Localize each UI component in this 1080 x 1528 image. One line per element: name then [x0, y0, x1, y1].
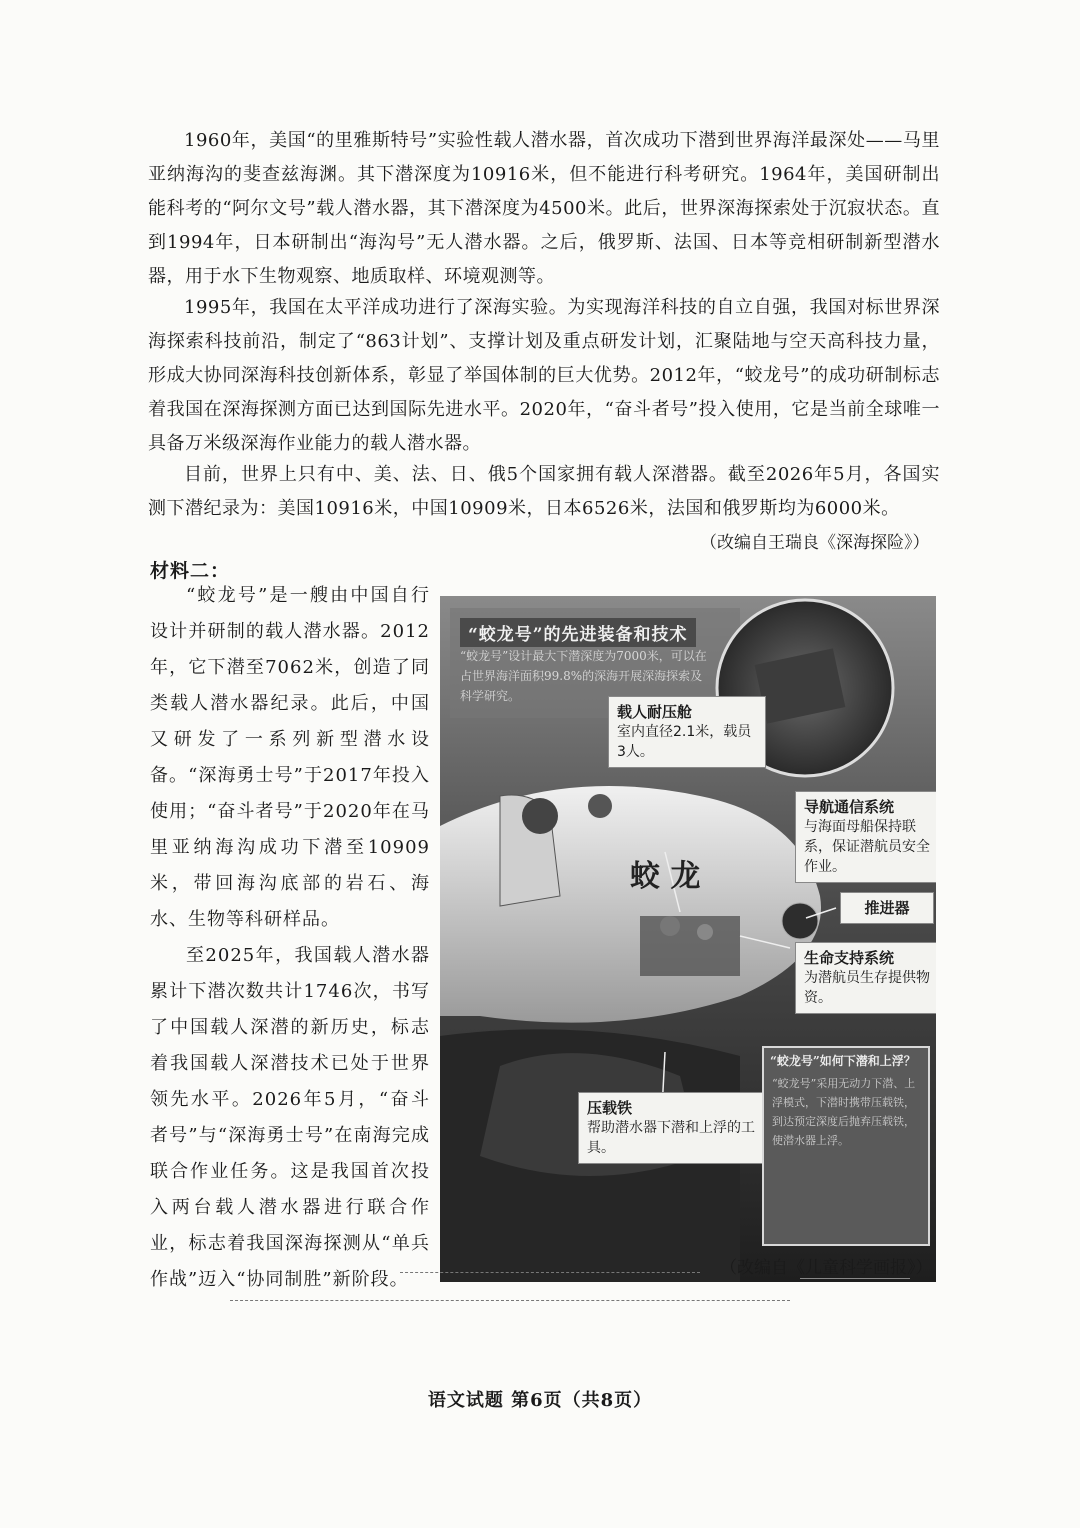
- material-two-heading: 材料二：: [150, 560, 231, 582]
- label-life-support-title: 生命支持系统: [804, 949, 895, 967]
- material-one-source: （改编自王瑞良《深海探险》）: [700, 533, 930, 553]
- dive-inset-panel: [762, 1046, 930, 1246]
- label-navigation-text: 与海面母船保持联系，保证潜航员安全作业。: [804, 819, 930, 875]
- material-two-paragraph-1: “蛟龙号”是一艘由中国自行设计并研制的载人潜水器。2012年，它下潜至7062米，创造了同类载人潜水器纪录。此后，中国又研发了一系列新型潜水设备。“深海勇士号”于2017年投入使用；“奋斗者号”于2020年在马里亚纳海沟成功下潜至10909米，带回海沟底部的岩石、海水、生物等科研样品。: [150, 585, 430, 930]
- submersible-figure: [440, 596, 936, 1282]
- label-pressure-cabin-text: 室内直径2.1米，载员3人。: [617, 724, 752, 760]
- material-one-paragraph-3: 目前，世界上只有中、美、法、日、俄5个国家拥有载人深潜器。截至2026年5月，各国实测下潜纪录为：美国10916米，中国10909米，日本6526米，法国和俄罗斯均为6000米。: [148, 464, 940, 519]
- label-navigation-title: 导航通信系统: [804, 798, 895, 816]
- inset-title: “蛟龙号”如何下潜和上浮？: [770, 1054, 916, 1068]
- divider-line: [400, 1272, 700, 1273]
- material-one-paragraph-1: 1960年，美国“的里雅斯特号”实验性载人潜水器，首次成功下潜到世界海洋最深处——马里亚纳海沟的斐查兹海渊。其下潜深度为10916米，但不能进行科考研究。1964年，美国研制出能科考的“阿尔文号”载人潜水器，其下潜深度为4500米。此后，世界深海探索处于沉寂状态。直到1994年，日本研制出“海沟号”无人潜水器。之后，俄罗斯、法国、日本等竞相研制新型潜水器，用于水下生物观察、地质取样、环境观测等。: [148, 130, 940, 287]
- label-pressure-cabin: [608, 696, 766, 768]
- inset-text: “蛟龙号”采用无动力下潜、上浮模式，下潜时携带压载铁，到达预定深度后抛弃压载铁，使潜水器上浮。: [772, 1077, 916, 1147]
- divider-line: [230, 1300, 790, 1301]
- label-pressure-cabin-title: 载人耐压舱: [617, 703, 693, 721]
- label-ballast-text: 帮助潜水器下潜和上浮的工具。: [587, 1120, 755, 1156]
- material-two-source: （改编自《儿童科学画报》）: [720, 1258, 933, 1278]
- figure-title: “蛟龙号”的先进装备和技术: [460, 618, 696, 647]
- page-footer: 语文试题 第6页（共8页）: [427, 1390, 653, 1411]
- label-ballast-title: 压载铁: [587, 1099, 633, 1117]
- material-two-paragraph-2: 至2025年，我国载人潜水器累计下潜次数共计1746次，书写了中国载人深潜的新历史，标志着我国载人深潜技术已处于世界领先水平。2026年5月，“奋斗者号”与“深海勇士号”在南海完成联合作业任务。这是我国首次投入两台载人潜水器进行联合作业，标志着我国深海探测从“单兵作战”迈入“协同制胜”新阶段。: [150, 945, 430, 1290]
- divider-line: [800, 1278, 910, 1279]
- label-life-support-text: 为潜航员生存提供物资。: [804, 970, 930, 1006]
- hull-name-text: 蛟 龙: [630, 859, 701, 894]
- figure-description: “蛟龙号”设计最大下潜深度为7000米，可以在占世界海洋面积99.8%的深海开展深海探索及科学研究。: [460, 649, 707, 703]
- label-ballast-iron: [578, 1092, 766, 1164]
- label-life-support: [795, 942, 936, 1014]
- label-thruster: 推进器: [840, 892, 934, 924]
- material-one-paragraph-2: 1995年，我国在太平洋成功进行了深海实验。为实现海洋科技的自立自强，我国对标世界深海探索科技前沿，制定了“863计划”、支撑计划及重点研发计划，汇聚陆地与空天高科技力量，形成大协同深海科技创新体系，彰显了举国体制的巨大优势。2012年，“蛟龙号”的成功研制标志着我国在深海探测方面已达到国际先进水平。2020年，“奋斗者号”投入使用，它是当前全球唯一具备万米级深海作业能力的载人潜水器。: [148, 297, 940, 454]
- label-navigation-system: [795, 791, 936, 883]
